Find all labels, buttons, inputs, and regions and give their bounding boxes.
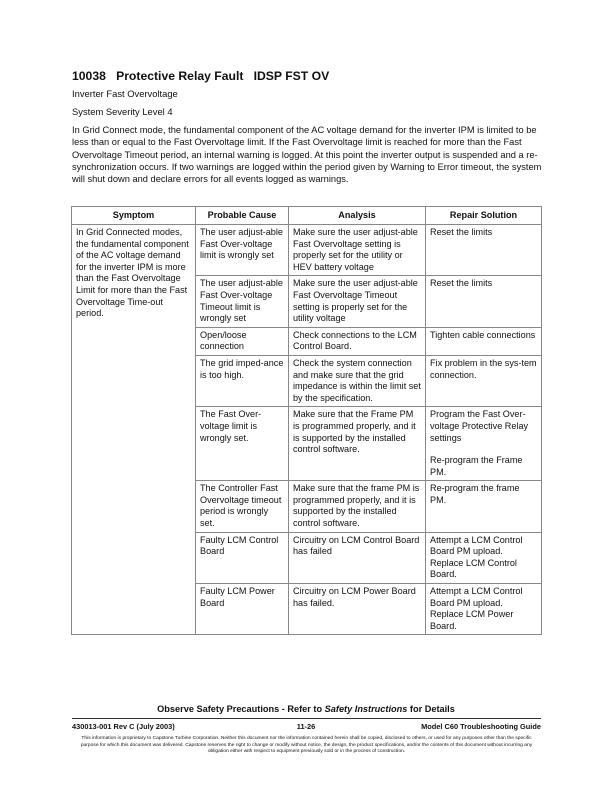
repair-solution-cell <box>426 327 542 355</box>
header-analysis: Analysis <box>289 207 426 225</box>
table-header-row <box>72 207 542 225</box>
page-number: 11-26 <box>296 722 316 731</box>
table-row <box>72 225 542 276</box>
probable-cause-cell: The user adjust-able Fast Over-voltage Timeout limit is wrongly set <box>196 276 289 327</box>
repair-solution-cell <box>426 407 542 481</box>
repair-solution-cell <box>426 532 542 583</box>
probable-cause-cell: Open/loose connection <box>196 327 289 355</box>
header-probable-cause: Probable Cause <box>196 207 289 225</box>
repair-step: Replace LCM Power Board. <box>430 609 514 631</box>
analysis-cell: Make sure that the frame PM is programmed properly, and it is supported by the installed control software. <box>289 481 426 532</box>
analysis-cell: Check the system connection and make sure that the grid impedance is within the limit set by the specification. <box>289 355 426 406</box>
repair-solution-cell <box>426 276 542 327</box>
guide-title: Model C60 Troubleshooting Guide <box>421 722 541 731</box>
safety-instructions-ref: Safety Instructions <box>324 704 408 714</box>
analysis-cell: Circuitry on LCM Control Board has failed <box>289 532 426 583</box>
intro-paragraph: In Grid Connect mode, the fundamental component of the AC voltage demand for the inverter IPM is limited to be less than or equal to the Fast Overvoltage limit. If the Fast Overvoltage limit is reached for more than the Fast Overvoltage Timeout period, an internal warning is logged. At this point the inverter output is suspended and a re-synchronization occurs. If two warnings are logged within the period given by Warning to Error timeout, the system will shut down and declare errors for all events logged as warnings. <box>72 125 542 185</box>
fault-signal: IDSP FST OV <box>253 69 330 83</box>
analysis-cell: Check connections to the LCM Control Board. <box>289 327 426 355</box>
header-repair-solution: Repair Solution <box>426 207 542 225</box>
repair-step: Fix problem in the sys-tem connection. <box>430 357 537 380</box>
analysis-cell: Make sure that the Frame PM is programmed properly, and it is supported by the installed control software. <box>289 407 426 481</box>
repair-solution-cell <box>426 355 542 406</box>
probable-cause-cell: The grid imped-ance is too high. <box>196 355 289 406</box>
fault-code: 10038 <box>72 69 106 83</box>
proprietary-notice: This information is proprietary to Capstone Turbine Corporation. Neither this document nor the information contained herein shall be copied, disclosed to others, or used for any purposes other than the specific purpose for which this document was delivered. Capstone reserves the right to change or modify without notice, the design, the product specifications, and/or the contents of this document without incurring any obligation either with respect to equipment previously sold or in the process of construction. <box>80 736 533 755</box>
header-symptom: Symptom <box>72 207 196 225</box>
footer-divider <box>72 718 541 719</box>
troubleshooting-table <box>71 206 542 635</box>
repair-solution-cell <box>426 481 542 532</box>
severity-level: System Severity Level 4 <box>72 106 173 117</box>
repair-step: Attempt a LCM Control Board PM upload. <box>430 586 523 608</box>
analysis-cell: Make sure the user adjust-able Fast Overvoltage Timeout setting is properly set for the utility voltage <box>289 276 426 327</box>
safety-suffix: for Details <box>407 704 455 714</box>
paragraph-gap <box>430 444 537 455</box>
safety-prefix: Observe Safety Precautions - Refer to <box>157 704 325 714</box>
fault-name: Protective Relay Fault <box>116 69 244 83</box>
repair-step: Reset the limits <box>430 227 493 237</box>
page-title <box>72 69 329 83</box>
probable-cause-cell: The Fast Over-voltage limit is wrongly set. <box>196 407 289 481</box>
repair-solution-cell <box>426 225 542 276</box>
probable-cause-cell: The user adjust-able Fast Over-voltage limit is wrongly set <box>196 225 289 276</box>
document-number: 430013-001 Rev C (July 2003) <box>72 722 175 731</box>
safety-notice <box>0 704 612 714</box>
repair-solution-cell <box>426 584 542 635</box>
repair-step: Replace LCM Control Board. <box>430 557 517 580</box>
repair-step: Re-program the frame PM. <box>430 483 520 505</box>
repair-step: Attempt a LCM Control Board PM upload. <box>430 534 523 557</box>
symptom-cell: In Grid Connected modes, the fundamental component of the AC voltage demand for the inverter IPM is more than the Fast Overvoltage Limit for more than the Fast Overvoltage Time-out period. <box>72 225 196 635</box>
repair-step: Tighten cable connections <box>430 329 536 340</box>
repair-step: Reset the limits <box>430 278 493 289</box>
analysis-cell: Make sure the user adjust-able Fast Overvoltage setting is properly set for the utility or HEV battery voltage <box>289 225 426 276</box>
probable-cause-cell: The Controller Fast Overvoltage timeout period is wrongly set. <box>196 481 289 532</box>
repair-step: Re-program the Frame PM. <box>430 455 523 477</box>
repair-step: Program the Fast Over-voltage Protective Relay settings <box>430 409 529 443</box>
fault-subtitle: Inverter Fast Overvoltage <box>72 88 178 99</box>
probable-cause-cell: Faulty LCM Control Board <box>196 532 289 583</box>
analysis-cell: Circuitry on LCM Power Board has failed. <box>289 584 426 635</box>
probable-cause-cell: Faulty LCM Power Board <box>196 584 289 635</box>
